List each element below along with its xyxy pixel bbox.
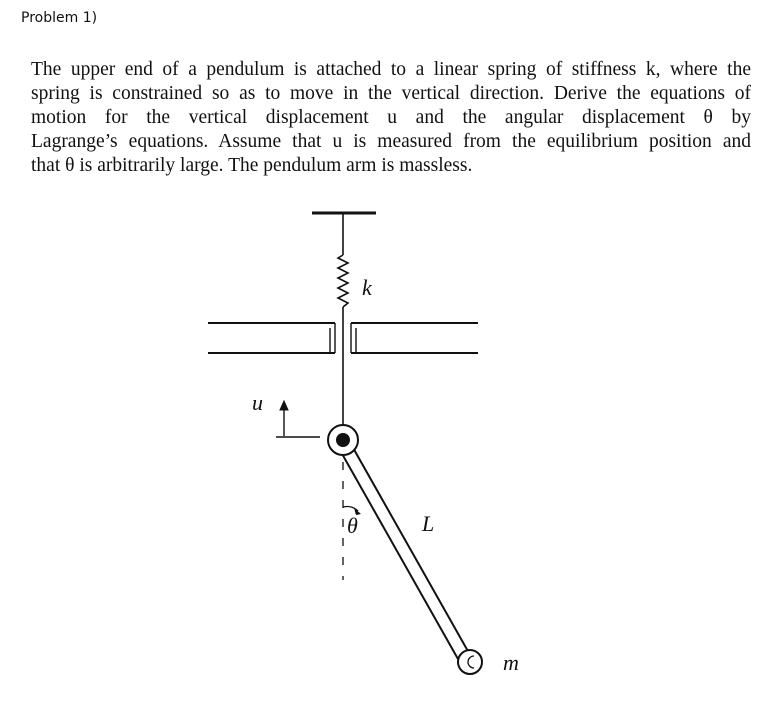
statement-line-4: Lagrange’s equations. Assume that u is measured from the equilibrium position and <box>31 131 751 152</box>
spring-label: k <box>362 275 372 300</box>
statement-line-1: The upper end of a pendulum is attached to a linear spring of stiffness k, where the <box>31 59 751 80</box>
displacement-label: u <box>252 390 263 415</box>
spring-coil <box>338 255 348 307</box>
length-label: L <box>422 511 435 536</box>
problem-heading: Problem 1) <box>21 10 98 26</box>
pivot-inner <box>336 433 350 447</box>
bob-mass <box>458 650 482 674</box>
right-guide <box>351 323 478 353</box>
mass-label: m <box>503 650 519 675</box>
left-guide <box>208 323 335 353</box>
statement-line-5: that θ is arbitrarily large. The pendulum arm is massless. <box>31 155 473 176</box>
angle-label: θ <box>347 513 358 538</box>
pendulum-arm <box>341 446 469 659</box>
displacement-arrow <box>276 401 320 437</box>
statement-line-2: spring is constrained so as to move in the vertical direction. Derive the equations of <box>31 83 751 104</box>
statement-line-3: motion for the vertical displacement u and the angular displacement θ by <box>31 107 751 128</box>
